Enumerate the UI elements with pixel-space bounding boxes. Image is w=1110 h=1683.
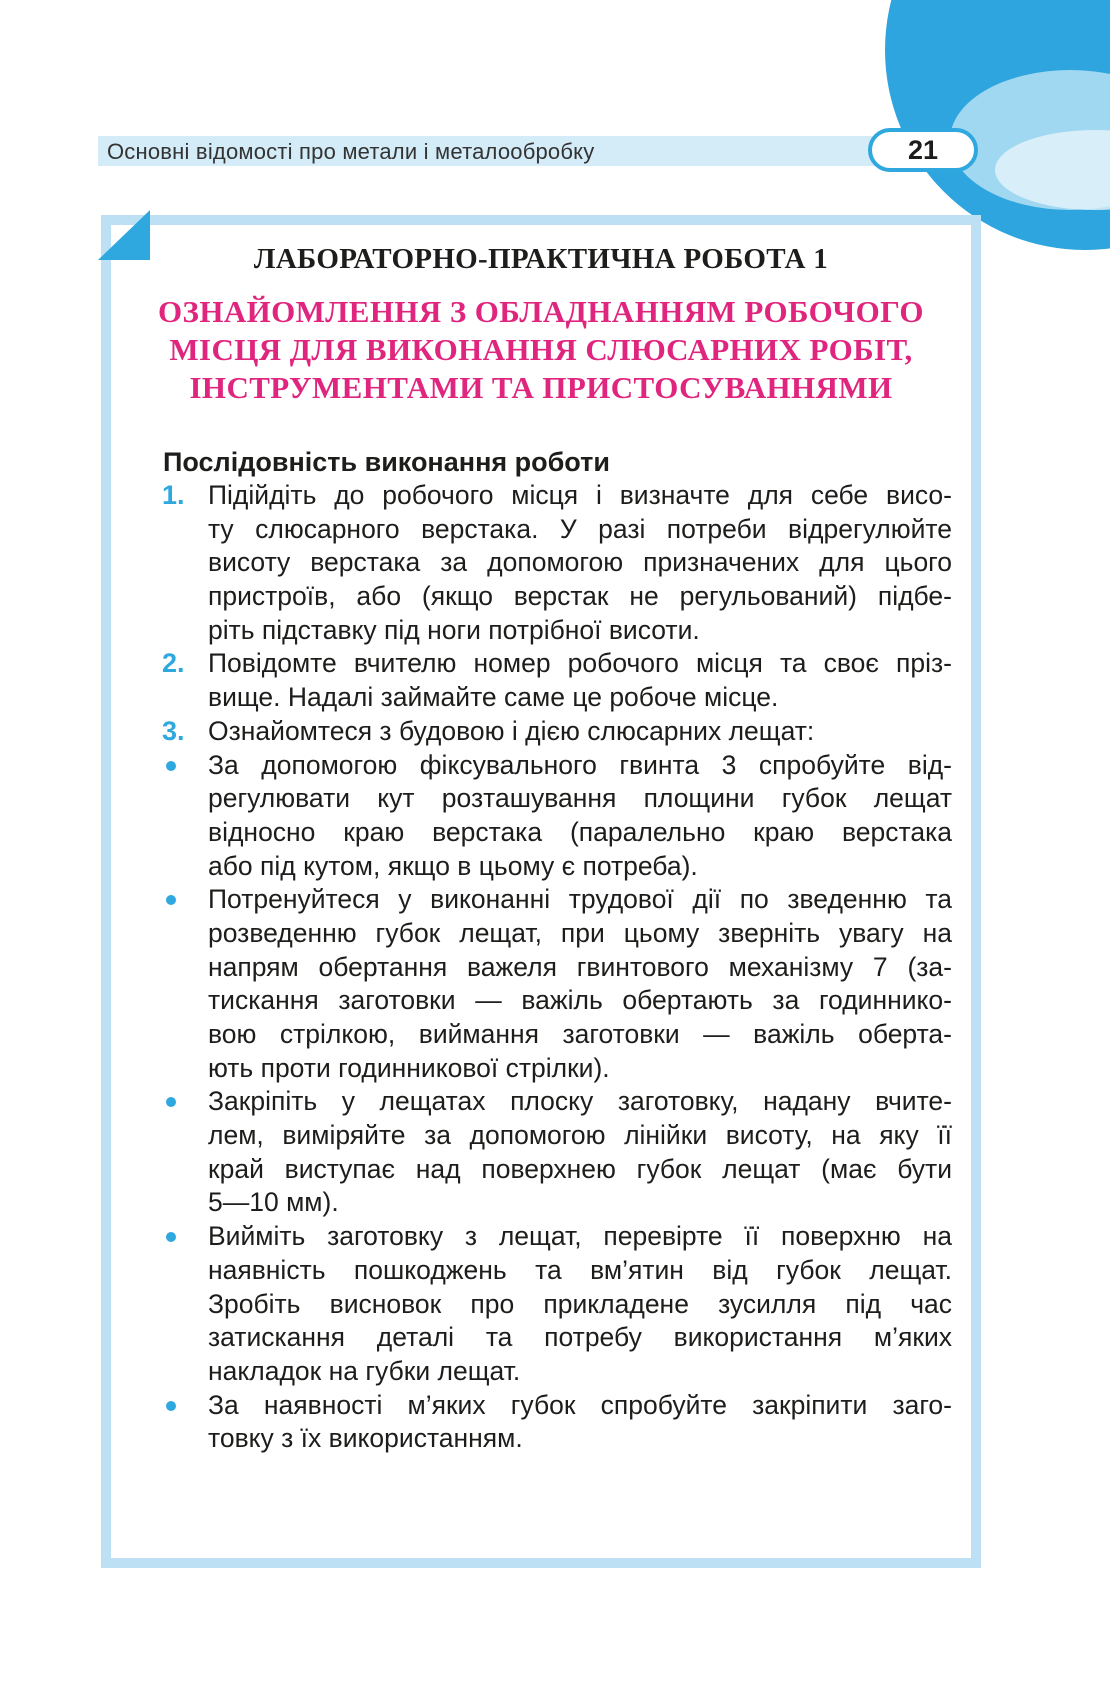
step-text-line: Потренуйтеся у виконанні трудової дії по зведенню та — [208, 884, 952, 915]
step-text-line: Вийміть заготовку з лещат, перевірте її поверхню на — [208, 1221, 952, 1252]
step-number: 2. — [162, 648, 185, 679]
step-number: 1. — [162, 480, 185, 510]
lab-work-label: ЛАБОРАТОРНО-ПРАКТИЧНА РОБОТА 1 — [253, 243, 829, 275]
topic-line: ОЗНАЙОМЛЕННЯ З ОБЛАДНАННЯМ РОБОЧОГО — [158, 294, 924, 329]
step-text-line: товку з їх використанням. — [208, 1423, 523, 1454]
step-text-line: розведенню губок лещат, при цьому зверніть увагу на — [208, 917, 952, 948]
topic-line: МІСЦЯ ДЛЯ ВИКОНАННЯ СЛЮСАРНИХ РОБІТ, — [169, 332, 913, 367]
topic-line: ІНСТРУМЕНТАМИ ТА ПРИСТОСУВАННЯМИ — [189, 370, 893, 405]
step-text-line: регулювати кут розташування площини губок лещат — [208, 783, 952, 814]
step-text-line: Підійдіть до робочого місця і визначте для себе висо- — [208, 480, 952, 510]
procedure-steps — [160, 479, 952, 1456]
page-number: 21 — [868, 128, 978, 172]
bullet-dot-icon — [166, 761, 176, 771]
step-text-line: ють проти годинникової стрілки). — [208, 1052, 610, 1083]
step-text-line: ту слюсарного верстака. У разі потреби відрегулюйте — [208, 513, 952, 544]
numbered-step — [160, 479, 952, 647]
step-text-line: 5—10 мм). — [208, 1187, 339, 1218]
step-text-line: вою стрілкою, виймання заготовки — важіль оберта- — [208, 1019, 952, 1049]
step-text-line: Закріпіть у лещатах плоску заготовку, надану вчите- — [208, 1086, 952, 1117]
bullet-step — [160, 749, 952, 884]
step-text-line: край виступає над поверхнею губок лещат (має бути — [208, 1153, 952, 1184]
step-text-line: накладок на губки лещат. — [208, 1355, 521, 1386]
step-text-line: напрям обертання важеля гвинтового механізму 7 (за- — [208, 951, 952, 982]
bullet-dot-icon — [166, 1232, 176, 1242]
step-number: 3. — [162, 715, 185, 746]
bullet-dot-icon — [166, 1097, 176, 1107]
bullet-step — [160, 1085, 952, 1220]
step-text-line: пристроїв, або (якщо верстак не регульований) підбе- — [208, 581, 952, 612]
step-text-line: Ознайомтеся з будовою і дією слюсарних лещат: — [208, 715, 815, 746]
step-text-line: відносно краю верстака (паралельно краю верстака — [208, 816, 952, 847]
bullet-step — [160, 1220, 952, 1388]
bullet-dot-icon — [166, 1401, 176, 1411]
step-text-line: висоту верстака за допомогою призначених для цього — [208, 547, 952, 578]
step-text-line: наявність пошкоджень та вм’ятин від губок лещат. — [208, 1254, 952, 1285]
bullet-step — [160, 883, 952, 1085]
step-text-line: Зробіть висновок про прикладене зусилля під час — [208, 1288, 952, 1319]
numbered-step — [160, 647, 952, 714]
step-text-line: тискання заготовки — важіль обертають за годиннико- — [208, 985, 952, 1016]
numbered-step — [160, 715, 952, 749]
running-header-title: Основні відомості про метали і металообробку — [107, 139, 595, 164]
bullet-step — [160, 1389, 952, 1456]
step-text-line: лем, виміряйте за допомогою лінійки висоту, на яку її — [208, 1120, 952, 1151]
step-text-line: За допомогою фіксувального гвинта 3 спробуйте від- — [208, 749, 952, 780]
step-text-line: або під кутом, якщо в цьому є потреба). — [208, 850, 698, 881]
step-text-line: ріть підставку під ноги потрібної висоти. — [208, 614, 700, 645]
step-text-line: Повідомте вчителю номер робочого місця та своє пріз- — [208, 648, 952, 679]
step-text-line: вище. Надалі займайте саме це робоче місце. — [208, 682, 779, 713]
step-text-line: За наявності м’яких губок спробуйте закріпити заго- — [208, 1389, 952, 1420]
bullet-dot-icon — [166, 895, 176, 905]
lab-work-topic — [101, 293, 981, 407]
step-text-line: затискання деталі та потребу використання м’яких — [208, 1322, 952, 1353]
section-heading: Послідовність виконання роботи — [163, 447, 610, 477]
